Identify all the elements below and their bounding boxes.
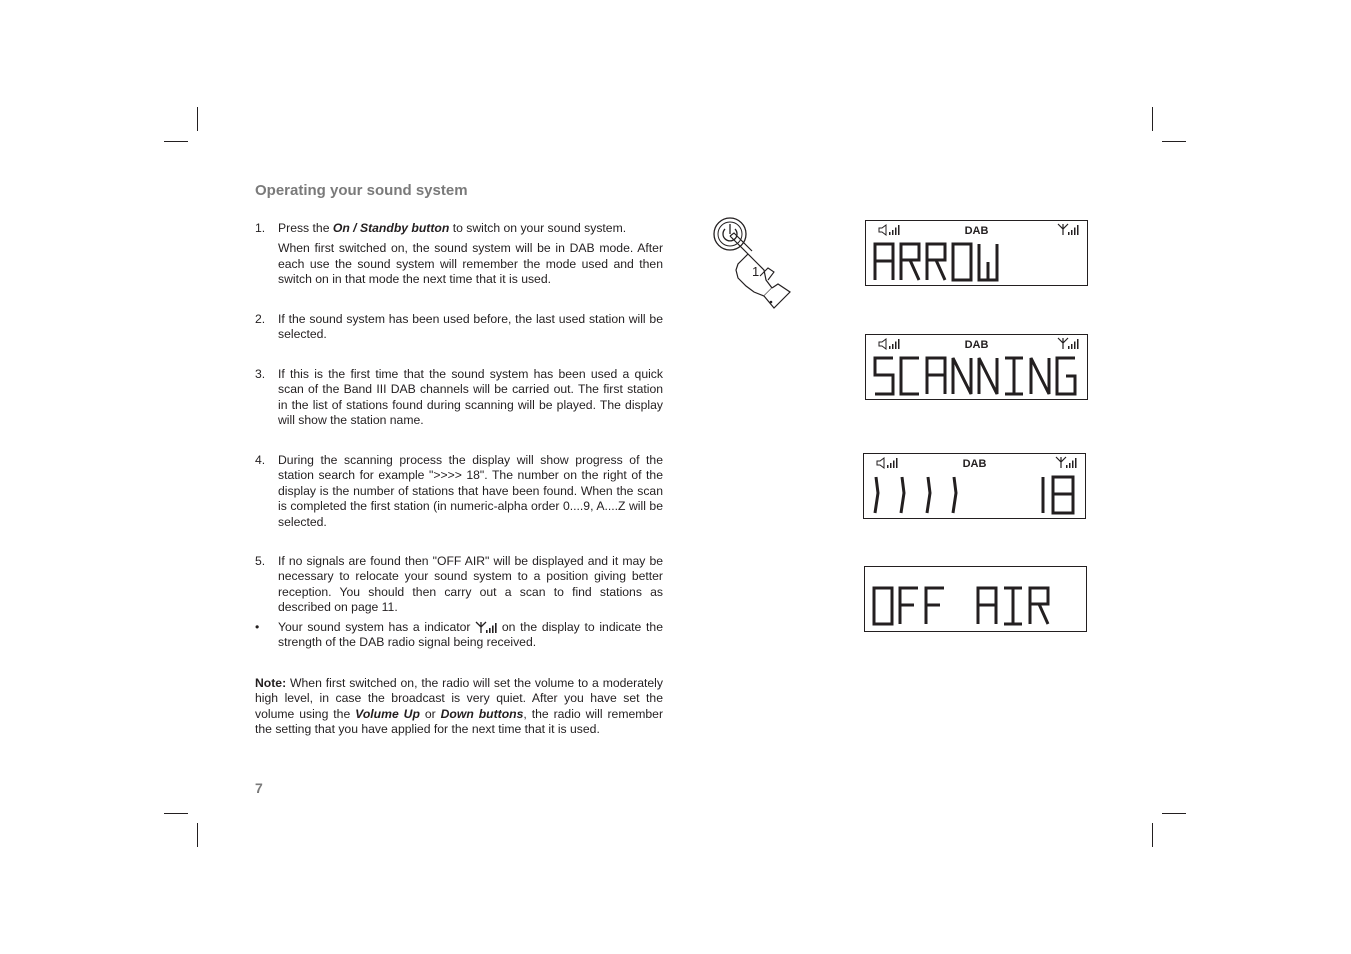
lcd-text: [871, 584, 1057, 628]
signal-strength-icon: [1057, 223, 1079, 236]
lcd-display-scanning: [865, 334, 1088, 400]
page-title: Operating your sound system: [255, 182, 468, 199]
crop-mark: [1152, 823, 1153, 847]
crop-mark: [1152, 107, 1153, 131]
crop-mark: [1162, 813, 1186, 814]
crop-mark: [1162, 141, 1186, 142]
step-number: 4.: [255, 453, 266, 467]
step-number: 3.: [255, 367, 266, 381]
signal-strength-icon: [1057, 337, 1079, 350]
lcd-display-progress: [863, 453, 1086, 519]
power-button-illustration: [708, 214, 798, 314]
crop-mark: [197, 107, 198, 131]
station-count: [1035, 473, 1079, 515]
signal-strength-icon: [475, 621, 497, 634]
step-number: 1.: [255, 221, 266, 235]
step-text: During the scanning process the display will show progress of the station search for example ">>>> 18". The number on the right of the display is the number of stations that have been found. When the scan is completed the first station (in numeric-alpha order 0....9, A....Z will be selected.: [278, 453, 663, 529]
crop-mark: [164, 141, 188, 142]
step-text: Press the On / Standby button to switch on your sound system.: [278, 221, 627, 235]
page-number: 7: [255, 780, 263, 796]
step-4: [255, 453, 663, 530]
mode-label: DAB: [962, 458, 987, 470]
note: Note: When first switched on, the radio will set the volume to a moderately high level, in case the broadcast is very quiet. After you have set the volume using the Volume Up or Down buttons, the radio will remember the setting that you have applied for the next time that it is used.: [255, 676, 664, 737]
hand-label: 1: [752, 264, 760, 279]
step-5: [255, 554, 663, 616]
crop-mark: [164, 813, 188, 814]
lcd-text: [872, 354, 1078, 396]
lcd-display-off-air: [864, 566, 1087, 632]
step-text: When first switched on, the sound system will be in DAB mode. After each use the sound system will remember the mode used and then switch on in that mode the next time that it is used.: [278, 241, 663, 287]
bullet-marker: •: [255, 620, 260, 634]
progress-arrows: [870, 473, 970, 515]
step-3: [255, 367, 663, 429]
step-2: [255, 312, 663, 343]
step-text: If this is the first time that the sound system has been used a quick scan of the Band III DAB channels will be carried out. The first station in the list of stations found during scanning will be played. The display will show the station name.: [278, 367, 663, 428]
signal-strength-icon: [1055, 456, 1077, 469]
step-number: 2.: [255, 312, 266, 326]
mode-label: DAB: [964, 339, 989, 351]
hand-icon: [730, 233, 790, 308]
bullet-text: Your sound system has a indicator on the display to indicate the strength of the DAB radio signal being received.: [278, 620, 663, 650]
mode-label: DAB: [964, 225, 989, 237]
step-text: If the sound system has been used before, the last used station will be selected.: [278, 312, 663, 342]
step-number: 5.: [255, 554, 266, 568]
step-1: [255, 221, 663, 288]
crop-mark: [197, 823, 198, 847]
power-button-icon: [714, 218, 746, 250]
lcd-display-arrow: [865, 220, 1088, 286]
step-text: If no signals are found then "OFF AIR" will be displayed and it may be necessary to relocate your sound system to a position giving better reception. You should then carry out a scan to find stations as described on page 11.: [278, 554, 663, 615]
bullet-item: [255, 620, 663, 651]
lcd-text: [872, 240, 1012, 282]
